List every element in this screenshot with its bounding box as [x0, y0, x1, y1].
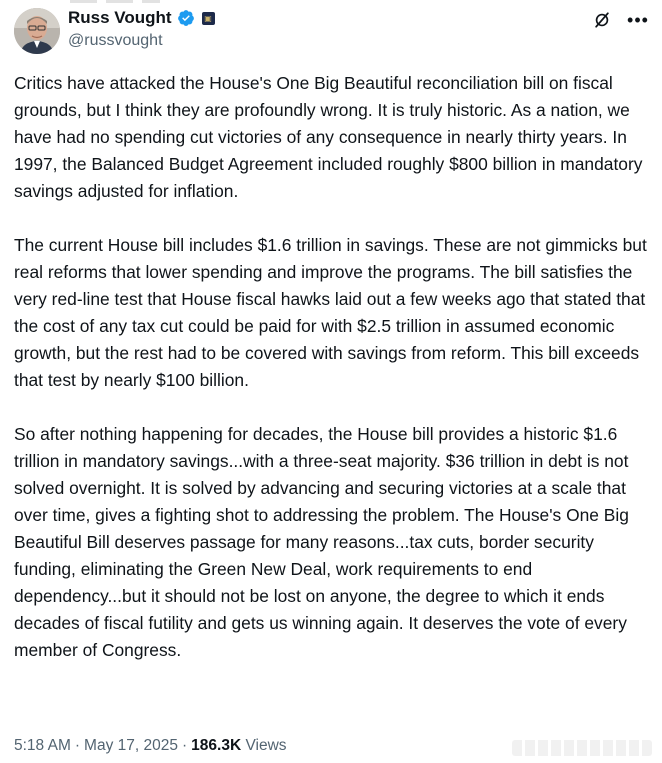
verified-badge-icon [177, 9, 195, 27]
more-icon[interactable]: ••• [627, 9, 649, 30]
grok-icon[interactable] [592, 10, 612, 30]
tweet-time[interactable]: 5:18 AM [14, 737, 71, 754]
avatar-image [14, 8, 60, 54]
avatar[interactable] [14, 8, 60, 54]
tweet-text [14, 70, 654, 664]
header-actions [592, 10, 648, 30]
views-label: Views [245, 737, 287, 754]
meta-separator: · [181, 737, 188, 754]
tweet-date[interactable]: May 17, 2025 [84, 737, 178, 754]
author-name[interactable]: Russ Vought [68, 8, 172, 27]
tweet-meta [14, 737, 287, 755]
tweet-paragraph: The current House bill includes $1.6 trillion in savings. These are not gimmicks but real reforms that lower spending and improve the programs. The bill satisfies the very red-line test that House fiscal hawks laid out a few weeks ago that stated that the cost of any tax cut could be paid for with $2.5 trillion in assumed economic growth, but the rest had to be covered with savings from reform. This bill exceeds that test by nearly $100 billion. [14, 235, 647, 390]
government-affiliate-badge-icon: ▣ [202, 12, 215, 25]
views-count: 186.3K [191, 737, 242, 754]
watermark [512, 740, 652, 756]
author-name-row [68, 8, 215, 28]
tweet-paragraph: Critics have attacked the House's One Big Beautiful reconciliation bill on fiscal grounds, but I think they are profoundly wrong. It is truly historic. As a nation, we have had no spending cut victories of any consequence in nearly thirty years. In 1997, the Balanced Budget Agreement included roughly $800 billion in mandatory savings adjusted for inflation. [14, 73, 643, 201]
tweet-header [14, 6, 648, 58]
previous-tweet-remnant [70, 0, 160, 3]
meta-separator: · [74, 737, 81, 754]
author-handle[interactable]: @russvought [68, 32, 163, 49]
tweet-paragraph: So after nothing happening for decades, the House bill provides a historic $1.6 trillion in mandatory savings...with a three-seat majority. $36 trillion in debt is not solved overnight. It is solved by advancing and securing victories at a scale that over time, gives a fighting shot to addressing the problem. The House's One Big Beautiful Bill deserves passage for many reasons...tax cuts, border security funding, eliminating the Green New Deal, work requirements to end dependency...but it should not be lost on anyone, the degree to which it ends decades of fiscal futility and gets us winning again. It deserves the vote of every member of Congress. [14, 424, 629, 660]
